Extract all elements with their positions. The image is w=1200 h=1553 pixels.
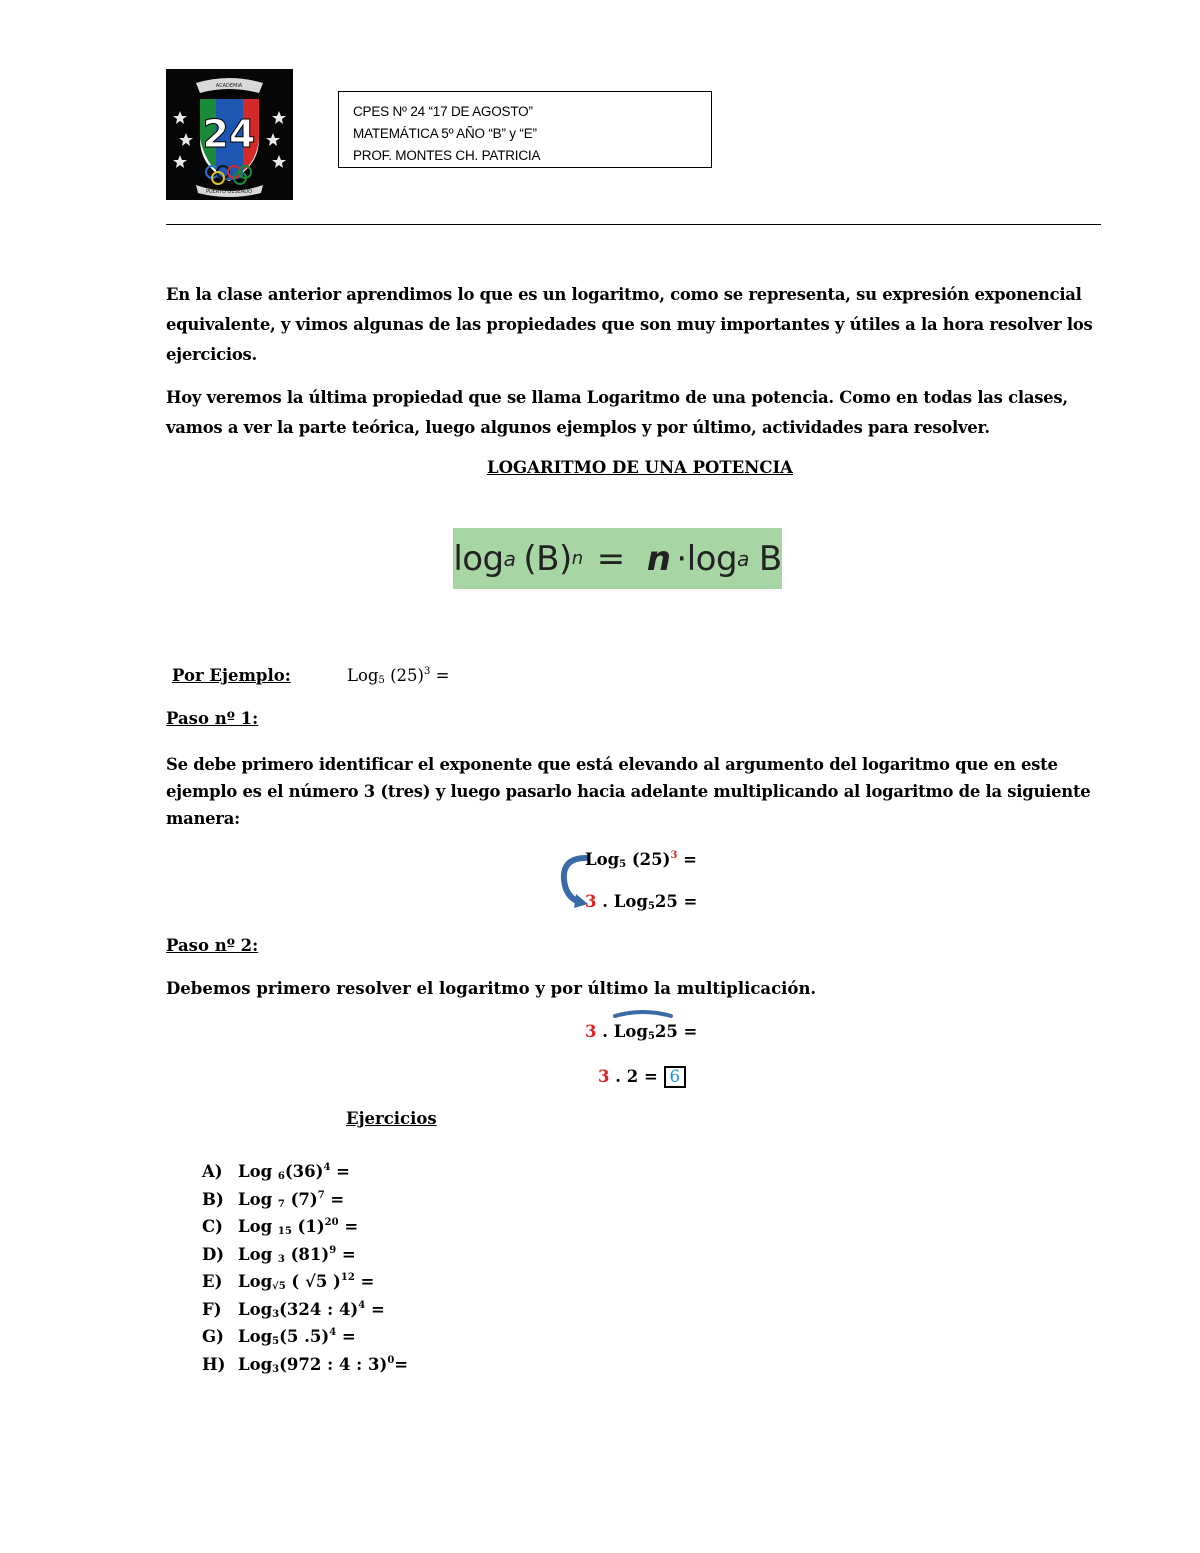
subject-name: MATEMÁTICA 5º AÑO “B” y “E” [353, 126, 537, 141]
example-exp: 3 [423, 666, 431, 677]
step1-n: 3 [585, 892, 597, 911]
exercise-item-c [202, 1209, 408, 1237]
svg-text:24: 24 [202, 112, 256, 156]
step1-base: 5 [619, 859, 627, 870]
exercise-item-f [202, 1292, 408, 1320]
exercise-label: H) [202, 1354, 226, 1374]
example-eq: = [430, 666, 450, 685]
step2-n: 3 [585, 1022, 597, 1041]
exercise-eq: = [394, 1354, 409, 1374]
example-expression [347, 666, 449, 686]
header-divider [166, 224, 1101, 225]
exercise-item-g [202, 1319, 408, 1347]
example-base: 5 [378, 675, 385, 686]
exercise-base: √5 [272, 1281, 286, 1292]
formula-n: n [646, 538, 671, 579]
exercise-eq: = [354, 1272, 375, 1291]
step2-result-box: 6 [664, 1066, 687, 1088]
exercise-base: 3 [272, 1363, 280, 1375]
school-crest-icon [166, 69, 293, 200]
example-arg: (25) [384, 666, 424, 685]
formula-log-2: log [686, 538, 738, 579]
exercise-log: Log [238, 1244, 278, 1264]
exercise-base: 15 [277, 1226, 292, 1237]
exercise-log: Log [238, 1299, 273, 1319]
step1-base-2: 5 [647, 901, 655, 912]
step2-product: . 2 = [609, 1067, 664, 1086]
exercise-log: Log [238, 1327, 273, 1346]
intro-paragraph-1: En la clase anterior aprendimos lo que es un logaritmo, como se representa, su expresión exponencial equivalente, y vimos algunas de las propiedades que son muy importantes y útiles a la hora resolver los ejercicios. [166, 285, 1093, 364]
exercise-item-h [202, 1347, 408, 1375]
exercise-arg: (1) [291, 1217, 325, 1236]
school-name: CPES Nº 24 “17 DE AGOSTO” [353, 104, 533, 119]
exercise-arg: (7) [284, 1189, 318, 1209]
svg-text:PUERTO DESEADO: PUERTO DESEADO [205, 189, 253, 195]
step1-arg: (25) [626, 850, 671, 869]
svg-text:ACADEMIA: ACADEMIA [215, 83, 243, 89]
exercise-base: 3 [277, 1253, 285, 1265]
step1-eq: = [677, 850, 697, 869]
step2-text: Debemos primero resolver el logaritmo y por último la multiplicación. [166, 979, 817, 998]
step2-line-1 [585, 1022, 697, 1042]
example-label-text: Por Ejemplo: [172, 666, 291, 685]
exercise-base: 6 [277, 1171, 285, 1182]
step2-log: . Log [596, 1022, 648, 1041]
exercise-label: A) [202, 1162, 223, 1181]
exercise-eq: = [336, 1244, 356, 1264]
exercise-arg: (5 .5) [279, 1327, 330, 1346]
exercise-eq: = [330, 1162, 350, 1181]
step1-line-1 [585, 850, 697, 870]
exercise-eq: = [365, 1299, 385, 1319]
step2-n-2: 3 [598, 1067, 610, 1086]
exercise-item-a [202, 1154, 408, 1182]
exercise-base: 5 [272, 1336, 280, 1347]
step1-exp: 3 [670, 850, 678, 861]
example-label [172, 666, 291, 685]
exercise-item-b [202, 1182, 408, 1210]
exercise-arg: (81) [284, 1244, 330, 1264]
teacher-name: PROF. MONTES CH. PATRICIA [353, 148, 541, 163]
highlight-arc-icon [612, 1006, 674, 1020]
exercise-exp: 12 [340, 1272, 355, 1283]
exercise-eq: = [338, 1217, 359, 1236]
exercise-label: D) [202, 1244, 225, 1264]
formula-dot: · [676, 538, 687, 579]
step2-arg: 25 = [654, 1022, 698, 1041]
example-log: Log [347, 666, 379, 685]
exercise-eq: = [336, 1327, 356, 1346]
step1-log: Log [585, 850, 620, 869]
exercise-exp: 4 [358, 1299, 366, 1311]
exercise-log: Log [238, 1272, 273, 1291]
formula-equals: = [596, 538, 625, 579]
exercise-eq: = [324, 1189, 345, 1209]
intro-paragraph-2: Hoy veremos la última propiedad que se llama Logaritmo de una potencia. Como en todas las clases, vamos a ver la parte teórica, luego algunos ejemplos y por último, actividades para resolver. [166, 388, 1068, 437]
exercise-label: G) [202, 1327, 224, 1346]
exercise-label: C) [202, 1217, 223, 1236]
exercise-base: 7 [277, 1198, 285, 1210]
formula-arg-2: B [758, 538, 782, 579]
exercise-arg: (324 : 4) [279, 1299, 359, 1319]
exercise-item-d [202, 1237, 408, 1265]
property-formula [453, 528, 782, 589]
exercise-log: Log [238, 1162, 278, 1181]
formula-base: a [503, 546, 516, 571]
exercise-exp: 4 [323, 1162, 331, 1173]
exercise-exp: 9 [329, 1244, 337, 1256]
exercise-exp: 7 [317, 1189, 325, 1201]
header-box [338, 91, 712, 168]
exercise-base: 3 [272, 1308, 280, 1320]
step2-base: 5 [647, 1031, 655, 1042]
step1-line-2 [585, 892, 697, 912]
exercise-log: Log [238, 1189, 278, 1209]
section-title: LOGARITMO DE UNA POTENCIA [487, 458, 793, 477]
formula-log: log [453, 538, 504, 579]
exercise-list [202, 1154, 408, 1374]
step1-title: Paso nº 1: [166, 709, 259, 728]
exercise-arg: ( √5 ) [285, 1272, 341, 1291]
exercise-item-e [202, 1264, 408, 1292]
exercise-label: B) [202, 1189, 224, 1209]
exercise-arg: (36) [284, 1162, 324, 1181]
exercise-log: Log [238, 1217, 278, 1236]
exercises-title: Ejercicios [346, 1109, 437, 1128]
step1-log-2: . Log [596, 892, 648, 911]
exercise-exp: 20 [324, 1217, 339, 1228]
step2-line-2 [598, 1066, 686, 1088]
exercise-arg: (972 : 4 : 3) [279, 1354, 388, 1374]
step1-arg-2: 25 = [654, 892, 698, 911]
step2-title: Paso nº 2: [166, 936, 259, 955]
exercise-label: F) [202, 1299, 222, 1319]
formula-base-2: a [737, 546, 749, 571]
exercise-exp: 4 [329, 1327, 337, 1338]
formula-exponent: n [571, 548, 583, 569]
exercise-log: Log [238, 1354, 273, 1374]
step1-text: Se debe primero identificar el exponente que está elevando al argumento del logaritmo que en este ejemplo es el número 3 (tres) y luego pasarlo hacia adelante multiplicando al logaritmo de la siguiente manera: [166, 755, 1091, 828]
exercise-label: E) [202, 1272, 223, 1291]
exercise-exp: 0 [387, 1354, 395, 1366]
formula-arg: (B) [523, 538, 572, 579]
school-logo [166, 69, 293, 200]
